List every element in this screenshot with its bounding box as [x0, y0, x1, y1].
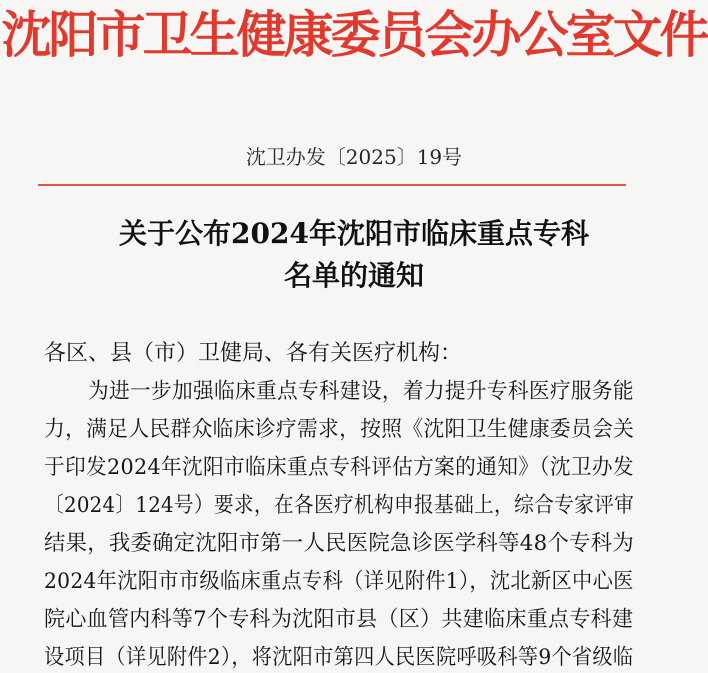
- notice-title-line-2: 名单的通知: [283, 259, 424, 292]
- body-line: 结果，我委确定沈阳市第一人民医院急诊医学科等48个专科为: [44, 531, 635, 556]
- red-divider-line: [38, 184, 626, 186]
- body-line: 力，满足人民群众临床诊疗需求，按照《沈阳卫生健康委员会关: [44, 417, 635, 442]
- body-line: 于印发2024年沈阳市临床重点专科评估方案的通知》（沈卫办发: [44, 455, 634, 480]
- body-line: 设项目（详见附件2），将沈阳市第四人民医院呼吸科等9个省级临: [44, 645, 634, 670]
- body-line: 院心血管内科等7个专科为沈阳市县（区）共建临床重点专科建: [44, 607, 634, 632]
- issuer-header: 沈阳市卫生健康委员会办公室文件: [1, 6, 707, 64]
- notice-title-line-1: 关于公布2024年沈阳市临床重点专科: [119, 217, 589, 250]
- salutation: 各区、县（市）卫健局、各有关医疗机构：: [44, 341, 463, 366]
- body-line: 为进一步加强临床重点专科建设，着力提升专科医疗服务能: [88, 379, 634, 404]
- body-line: 〔2024〕124号）要求，在各医疗机构申报基础上，综合专家评审: [44, 493, 635, 518]
- document-number: 沈卫办发〔2025〕19号: [245, 145, 463, 169]
- body-line: 2024年沈阳市市级临床重点专科（详见附件1），沈北新区中心医: [44, 569, 634, 594]
